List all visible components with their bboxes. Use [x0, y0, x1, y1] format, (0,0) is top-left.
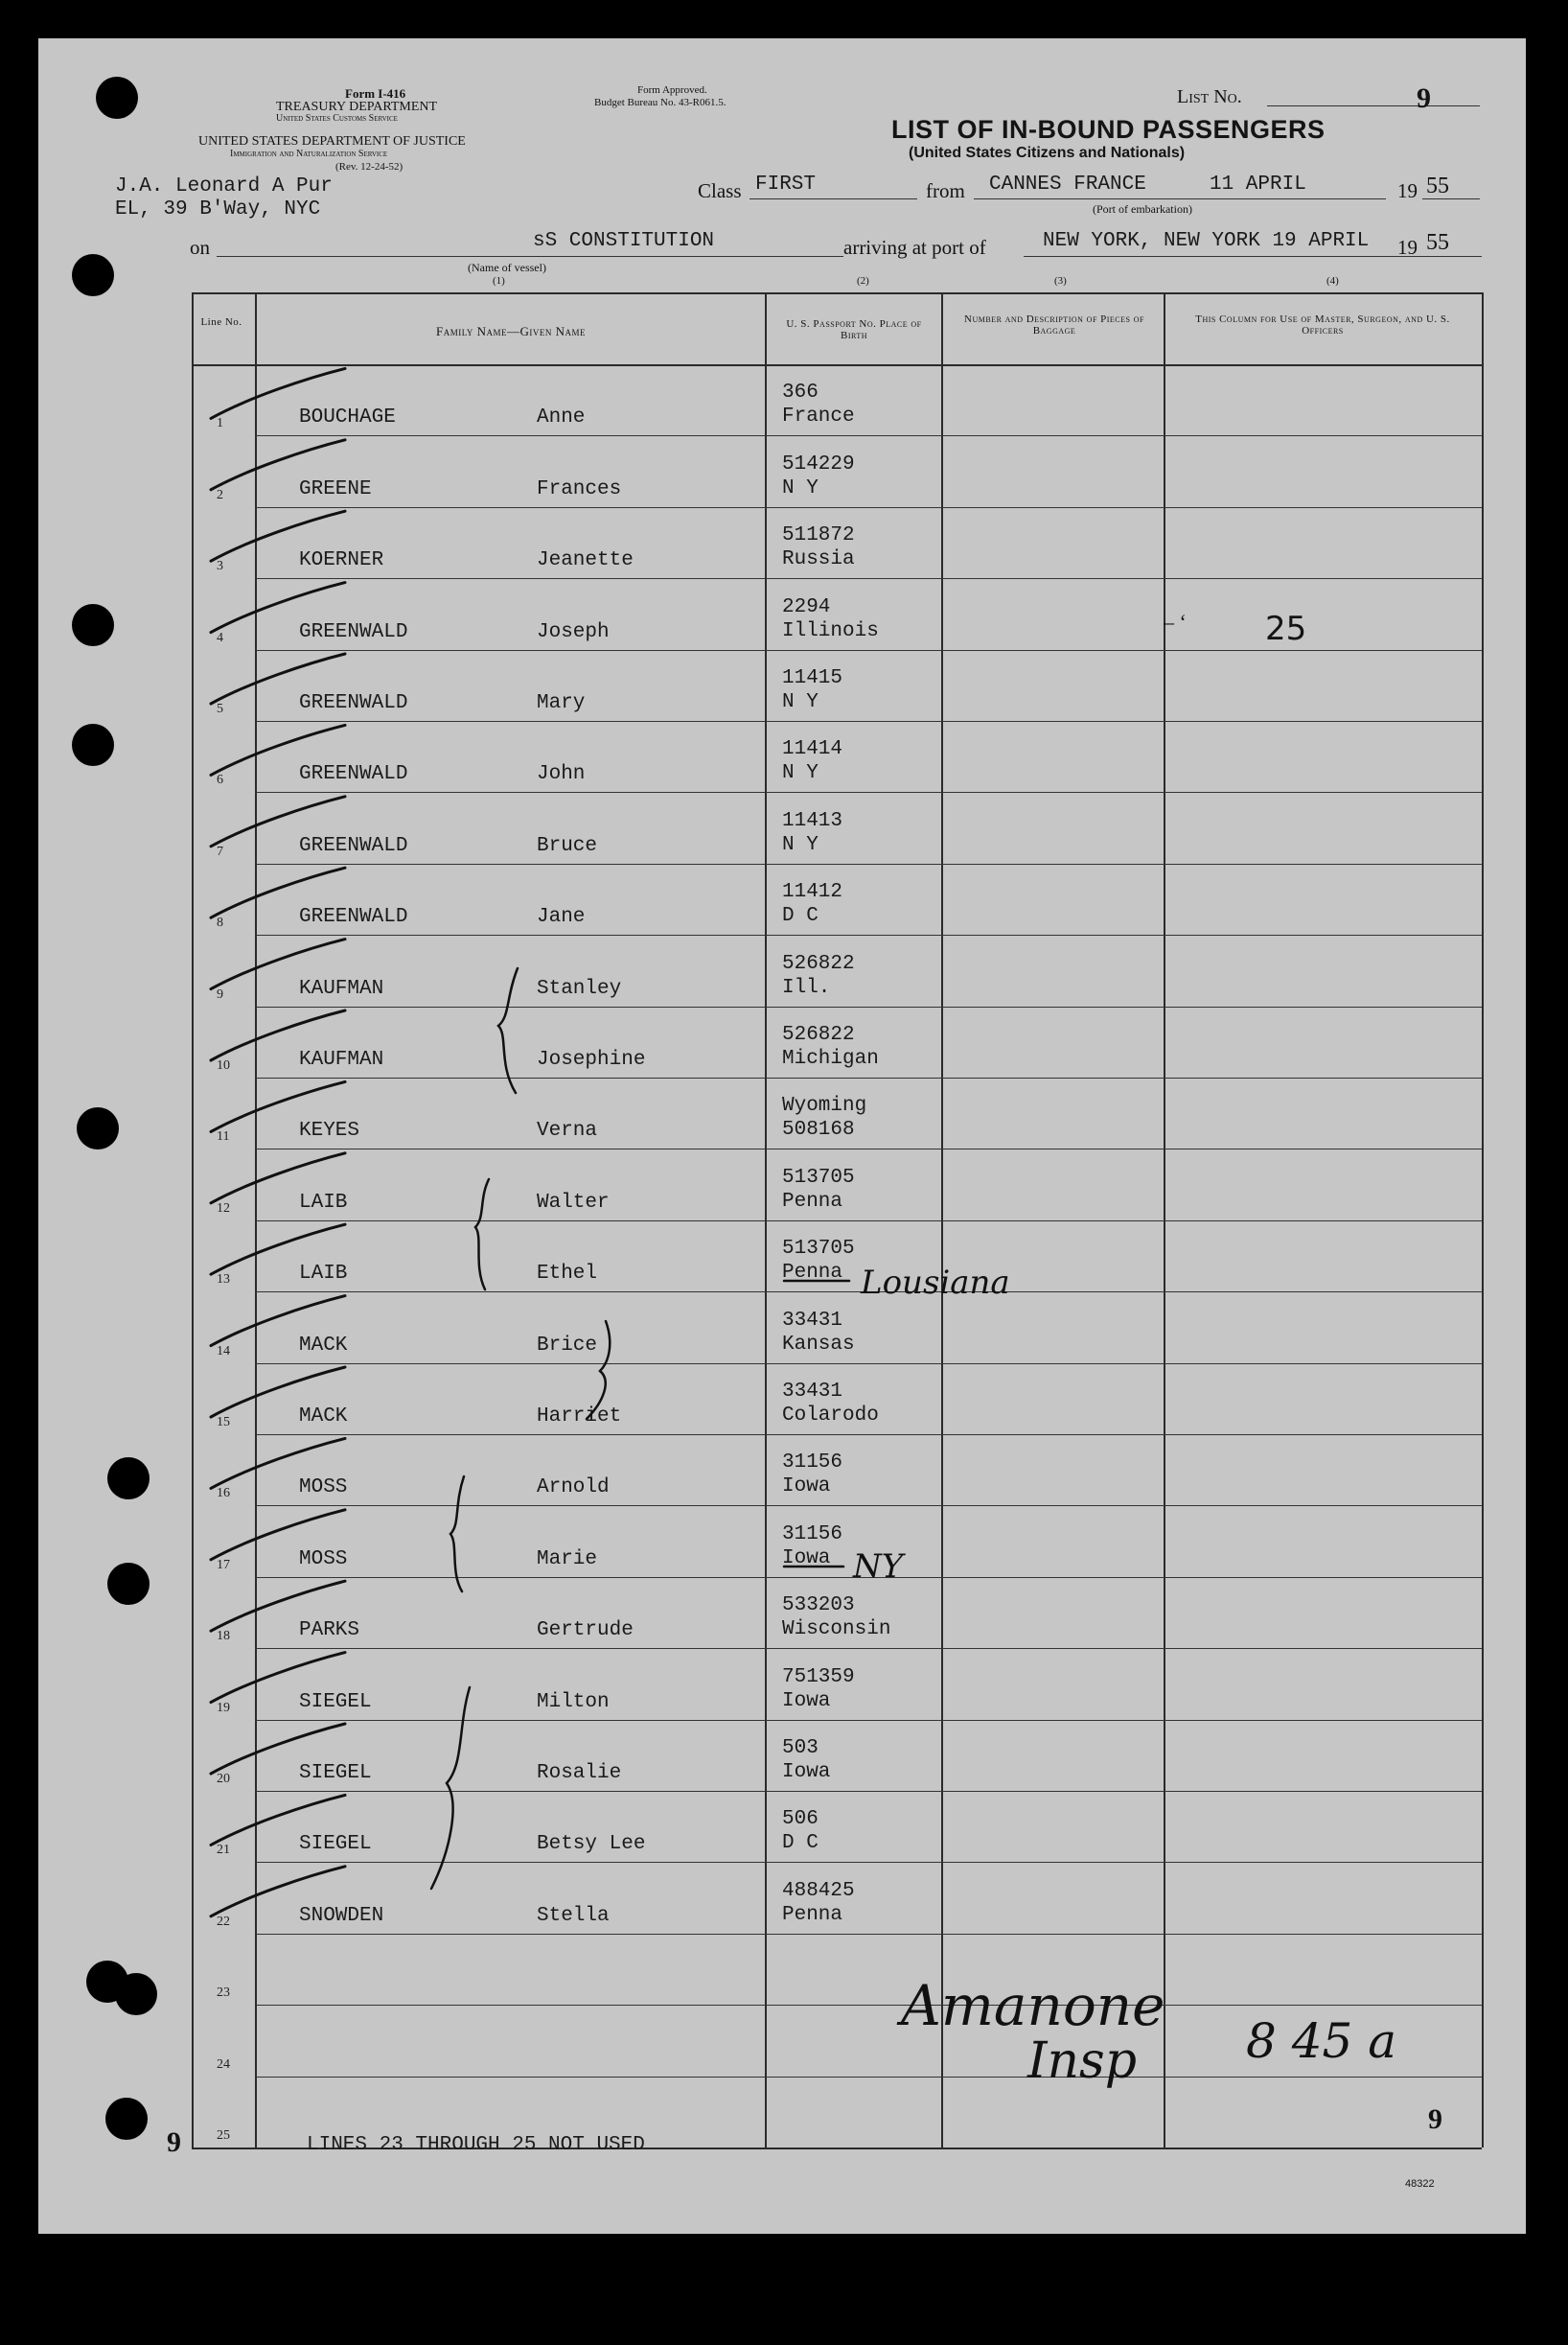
check-mark [211, 440, 345, 490]
given-name: Mary [537, 692, 586, 714]
place-of-birth: N Y [782, 476, 819, 499]
place-of-birth: Ill. [782, 976, 831, 999]
place-of-birth: France [782, 406, 855, 429]
from-port: CANNES FRANCE [989, 174, 1146, 196]
passport-number: 526822 [782, 952, 855, 975]
given-name: John [537, 763, 586, 786]
passport-number: 11415 [782, 667, 843, 689]
line-number: 13 [217, 1272, 230, 1288]
family-name: SIEGEL [299, 1690, 372, 1713]
family-name: SIEGEL [299, 1833, 372, 1856]
arrival-year: 55 [1426, 230, 1449, 255]
family-name: MACK [299, 1405, 348, 1428]
from-year-prefix: 19 [1397, 179, 1418, 202]
passport-number: 31156 [782, 1451, 843, 1474]
place-of-birth: Iowa [782, 1546, 831, 1569]
place-of-birth: Penna [782, 1190, 843, 1213]
place-of-birth: Wisconsin [782, 1618, 891, 1641]
on-label: on [190, 236, 210, 259]
arrival-year-prefix: 19 [1397, 236, 1418, 259]
family-name: GREENWALD [299, 763, 408, 786]
passport-number: 366 [782, 382, 819, 405]
line-number: 4 [217, 630, 223, 645]
check-mark [211, 368, 345, 418]
footer-page-left: 9 [167, 2126, 181, 2158]
passport-number: 503 [782, 1737, 819, 1759]
line-number: 18 [217, 1629, 230, 1644]
line-number: 5 [217, 702, 223, 716]
vessel-name: sS CONSTITUTION [533, 230, 715, 252]
passport-number: 751359 [782, 1665, 855, 1688]
line-number: 8 [217, 916, 223, 931]
given-name: Brice [537, 1334, 598, 1357]
list-no-label: List No. [1177, 86, 1242, 107]
check-mark [211, 1224, 345, 1274]
bracket-laib [475, 1179, 489, 1289]
family-name: SNOWDEN [299, 1904, 384, 1927]
check-mark [211, 868, 345, 917]
check-mark [211, 725, 345, 775]
place-of-birth: Colarodo [782, 1405, 879, 1427]
check-mark [211, 1438, 345, 1488]
place-of-birth: Kansas [782, 1333, 855, 1356]
line-number: 7 [217, 844, 223, 859]
bracket-moss [450, 1476, 464, 1591]
check-mark [211, 1510, 345, 1560]
check-mark [211, 1581, 345, 1631]
given-name: Gertrude [537, 1619, 634, 1642]
passport-number: 11412 [782, 881, 843, 904]
given-name: Walter [537, 1191, 610, 1214]
line-number: 22 [217, 1914, 230, 1929]
bracket-kaufman [498, 968, 518, 1093]
passport-number: Wyoming [782, 1095, 867, 1118]
line-number: 15 [217, 1415, 230, 1429]
agent-line-1: J.A. Leonard A Pur [115, 175, 333, 197]
line-number: 19 [217, 1700, 230, 1715]
place-of-birth: Iowa [782, 1475, 831, 1498]
passport-number: 513705 [782, 1238, 855, 1261]
check-mark [211, 797, 345, 847]
check-mark [211, 1867, 345, 1916]
passport-number: 514229 [782, 453, 855, 476]
given-name: Verna [537, 1120, 598, 1143]
family-name: KAUFMAN [299, 977, 384, 1000]
place-of-birth: Iowa [782, 1761, 831, 1783]
col-num-1: (1) [493, 275, 505, 287]
place-of-birth: Penna [782, 1262, 843, 1285]
not-used-note: LINES 23 THROUGH 25 NOT USED [307, 2134, 645, 2156]
given-name: Arnold [537, 1476, 610, 1499]
footer-page-right: 9 [1428, 2103, 1442, 2135]
family-name: LAIB [299, 1263, 348, 1286]
given-name: Marie [537, 1547, 598, 1570]
col-num-4: (4) [1326, 275, 1339, 287]
vessel-caption: (Name of vessel) [468, 261, 546, 274]
line-number: 14 [217, 1343, 230, 1358]
given-name: Jeanette [537, 549, 634, 572]
given-name: Rosalie [537, 1762, 622, 1784]
family-name: GREENWALD [299, 834, 408, 857]
inspector-title: Insp [1027, 2032, 1138, 2090]
col-num-3: (3) [1054, 275, 1067, 287]
list-no-value: 9 [1417, 82, 1431, 114]
family-name: GREENWALD [299, 620, 408, 643]
passport-number: 31156 [782, 1522, 843, 1545]
line-number: 2 [217, 487, 223, 502]
correction-louisiana: Lousiana [861, 1264, 1010, 1302]
line-number: 23 [217, 1985, 230, 2001]
family-name: GREENWALD [299, 692, 408, 714]
line-number: 1 [217, 416, 223, 431]
passport-number: 526822 [782, 1024, 855, 1046]
check-mark [211, 1153, 345, 1203]
passport-number: 488425 [782, 1879, 855, 1902]
passport-number: 513705 [782, 1166, 855, 1189]
class-label: Class [698, 179, 742, 202]
place-of-birth: N Y [782, 833, 819, 856]
from-label: from [926, 179, 965, 202]
given-name: Stanley [537, 977, 622, 1000]
passport-number: 511872 [782, 524, 855, 547]
header-officers: This Column for Use of Master, Surgeon, and U. S. Officers [1195, 313, 1450, 337]
place-of-birth: D C [782, 905, 819, 928]
check-mark [211, 583, 345, 633]
given-name: Ethel [537, 1263, 598, 1286]
check-mark [211, 1367, 345, 1417]
line-number: 10 [217, 1058, 230, 1073]
family-name: PARKS [299, 1619, 360, 1642]
passport-number: 33431 [782, 1309, 843, 1332]
dept-treasury: TREASURY DEPARTMENT [276, 100, 438, 114]
family-name: MOSS [299, 1547, 348, 1570]
place-of-birth: Michigan [782, 1048, 879, 1070]
line-number: 16 [217, 1486, 230, 1501]
line-number: 12 [217, 1200, 230, 1216]
dept-justice-sub: Immigration and Naturalization Service [230, 149, 388, 159]
given-name: Jane [537, 906, 586, 929]
from-year: 55 [1426, 174, 1449, 198]
form-approved: Form Approved. [637, 84, 707, 96]
family-name: GREENWALD [299, 906, 408, 929]
line-number: 3 [217, 559, 223, 574]
given-name: Betsy Lee [537, 1833, 646, 1856]
budget-bureau: Budget Bureau No. 43-R061.5. [594, 97, 726, 108]
given-name: Bruce [537, 834, 598, 857]
line-number: 21 [217, 1843, 230, 1858]
given-name: Harriet [537, 1405, 622, 1428]
from-date: 11 APRIL [1210, 174, 1306, 196]
line-number: 24 [217, 2056, 230, 2072]
col-num-2: (2) [857, 275, 869, 287]
family-name: LAIB [299, 1191, 348, 1214]
given-name: Frances [537, 477, 622, 500]
family-name: KEYES [299, 1120, 360, 1143]
family-name: SIEGEL [299, 1762, 372, 1784]
place-of-birth: 508168 [782, 1119, 855, 1142]
form-number: Form I-416 [345, 86, 406, 101]
page-title: LIST OF IN-BOUND PASSENGERS [891, 115, 1326, 144]
header-line-no: Line No. [200, 316, 242, 328]
arriving-label: arriving at port of [843, 236, 986, 259]
passport-number: 533203 [782, 1594, 855, 1617]
place-of-birth: Penna [782, 1903, 843, 1926]
check-mark [211, 654, 345, 704]
given-name: Joseph [537, 620, 610, 643]
place-of-birth: Russia [782, 548, 855, 571]
family-name: KOERNER [299, 549, 384, 572]
place-of-birth: D C [782, 1832, 819, 1855]
header-name: Family Name—Given Name [436, 324, 586, 338]
line-number: 11 [217, 1129, 230, 1145]
place-of-birth: N Y [782, 691, 819, 713]
given-name: Milton [537, 1690, 610, 1713]
time-mark: 8 45 a [1246, 2013, 1397, 2069]
check-mark [211, 1795, 345, 1845]
agent-line-2: EL, 39 B'Way, NYC [115, 198, 321, 221]
officer-mark: 25 [1265, 610, 1307, 648]
given-name: Stella [537, 1904, 610, 1927]
place-of-birth: Illinois [782, 619, 879, 642]
check-mark [211, 1296, 345, 1346]
dept-justice: UNITED STATES DEPARTMENT OF JUSTICE [198, 134, 466, 149]
passport-number: 2294 [782, 595, 831, 618]
line-number: 9 [217, 987, 223, 1002]
check-mark [211, 511, 345, 561]
bracket-mack [587, 1321, 610, 1419]
check-mark [211, 1653, 345, 1703]
place-of-birth: Iowa [782, 1689, 831, 1712]
given-name: Josephine [537, 1049, 646, 1071]
given-name: Anne [537, 406, 586, 430]
form-code: 48322 [1405, 2178, 1435, 2190]
header-baggage: Number and Description of Pieces of Baggage [964, 313, 1144, 337]
header-passport: U. S. Passport No. Place of Birth [786, 318, 922, 341]
place-of-birth: N Y [782, 762, 819, 785]
family-name: MACK [299, 1334, 348, 1357]
inspector-signature: Amanone [901, 1973, 1165, 2038]
passport-number: 11413 [782, 809, 843, 832]
revision: (Rev. 12-24-52) [335, 161, 404, 173]
family-name: GREENE [299, 477, 372, 500]
family-name: MOSS [299, 1476, 348, 1499]
passport-number: 506 [782, 1808, 819, 1831]
family-name: KAUFMAN [299, 1049, 384, 1071]
passport-number: 11414 [782, 738, 843, 761]
line-number: 6 [217, 773, 223, 788]
bracket-siegel [431, 1687, 470, 1889]
correction-ny: NY [853, 1547, 904, 1586]
check-mark [211, 940, 345, 989]
check-mark [211, 1081, 345, 1131]
line-number: 20 [217, 1772, 230, 1786]
arrival-port-date: NEW YORK, NEW YORK 19 APRIL [1043, 230, 1370, 252]
check-mark [211, 1010, 345, 1060]
dept-treasury-sub: United States Customs Service [276, 113, 398, 124]
class-value: FIRST [755, 174, 817, 196]
port-embarkation-caption: (Port of embarkation) [1093, 202, 1192, 216]
officer-tick: – ‘ [1164, 610, 1187, 634]
line-number: 25 [217, 2128, 230, 2143]
passport-number: 33431 [782, 1381, 843, 1403]
family-name: BOUCHAGE [299, 406, 396, 430]
page-subtitle: (United States Citizens and Nationals) [909, 145, 1186, 161]
line-number: 17 [217, 1557, 230, 1572]
check-mark [211, 1724, 345, 1774]
